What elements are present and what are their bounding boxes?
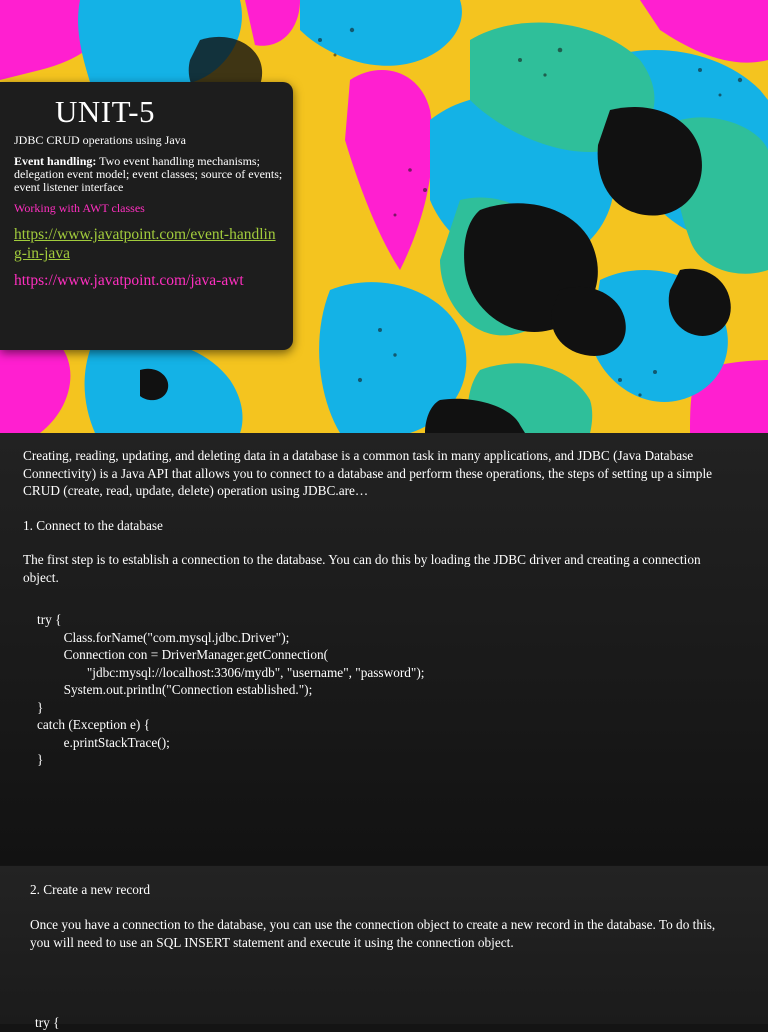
link-java-awt[interactable]: https://www.javatpoint.com/java-awt xyxy=(14,272,244,289)
step1-description: The first step is to establish a connection to the database. You can do this by loading the JDBC driver and creating a connection object. xyxy=(23,552,701,585)
event-handling-text: Two event handling mechanisms; delegation event model; event classes; source of events; event listener interface xyxy=(14,154,283,194)
title-card xyxy=(0,82,293,350)
step2-heading: 2. Create a new record xyxy=(30,882,150,897)
create-record-slide xyxy=(0,866,768,1030)
topic-jdbc-crud: JDBC CRUD operations using Java xyxy=(14,133,186,147)
insert-code-block: try { xyxy=(35,1015,60,1030)
step2-description: Once you have a connection to the database, you can use the connection object to create a new record in the database. To do this, you will need to use an SQL INSERT statement and execute it using the connection object. xyxy=(30,917,716,950)
topic-event-handling xyxy=(14,155,283,194)
event-handling-label: Event handling: xyxy=(14,154,97,168)
topic-awt: Working with AWT classes xyxy=(14,201,145,215)
link-event-handling[interactable]: https://www.javatpoint.com/event-handling-in-java xyxy=(14,226,276,262)
unit-title: UNIT-5 xyxy=(55,94,156,129)
step1-heading: 1. Connect to the database xyxy=(23,518,163,533)
intro-paragraph: Creating, reading, updating, and deleting data in a database is a common task in many applications, and JDBC (Java Database Connectivity) is a Java API that allows you to connect to a database and perform these operations, the steps of setting up a simple CRUD (create, read, update, delete) operation using JDBC.are… xyxy=(23,448,713,498)
title-slide xyxy=(0,0,768,433)
connection-code-block: try { Class.forName("com.mysql.jdbc.Driver"); Connection con = DriverManager.getConnection( "jdbc:mysql://localhost:3306/mydb", "username", "password"); System.out.println("Connection established."); } catch (Exception e) { e.printStackTrace(); } xyxy=(37,612,425,767)
crud-intro-slide xyxy=(0,433,768,865)
